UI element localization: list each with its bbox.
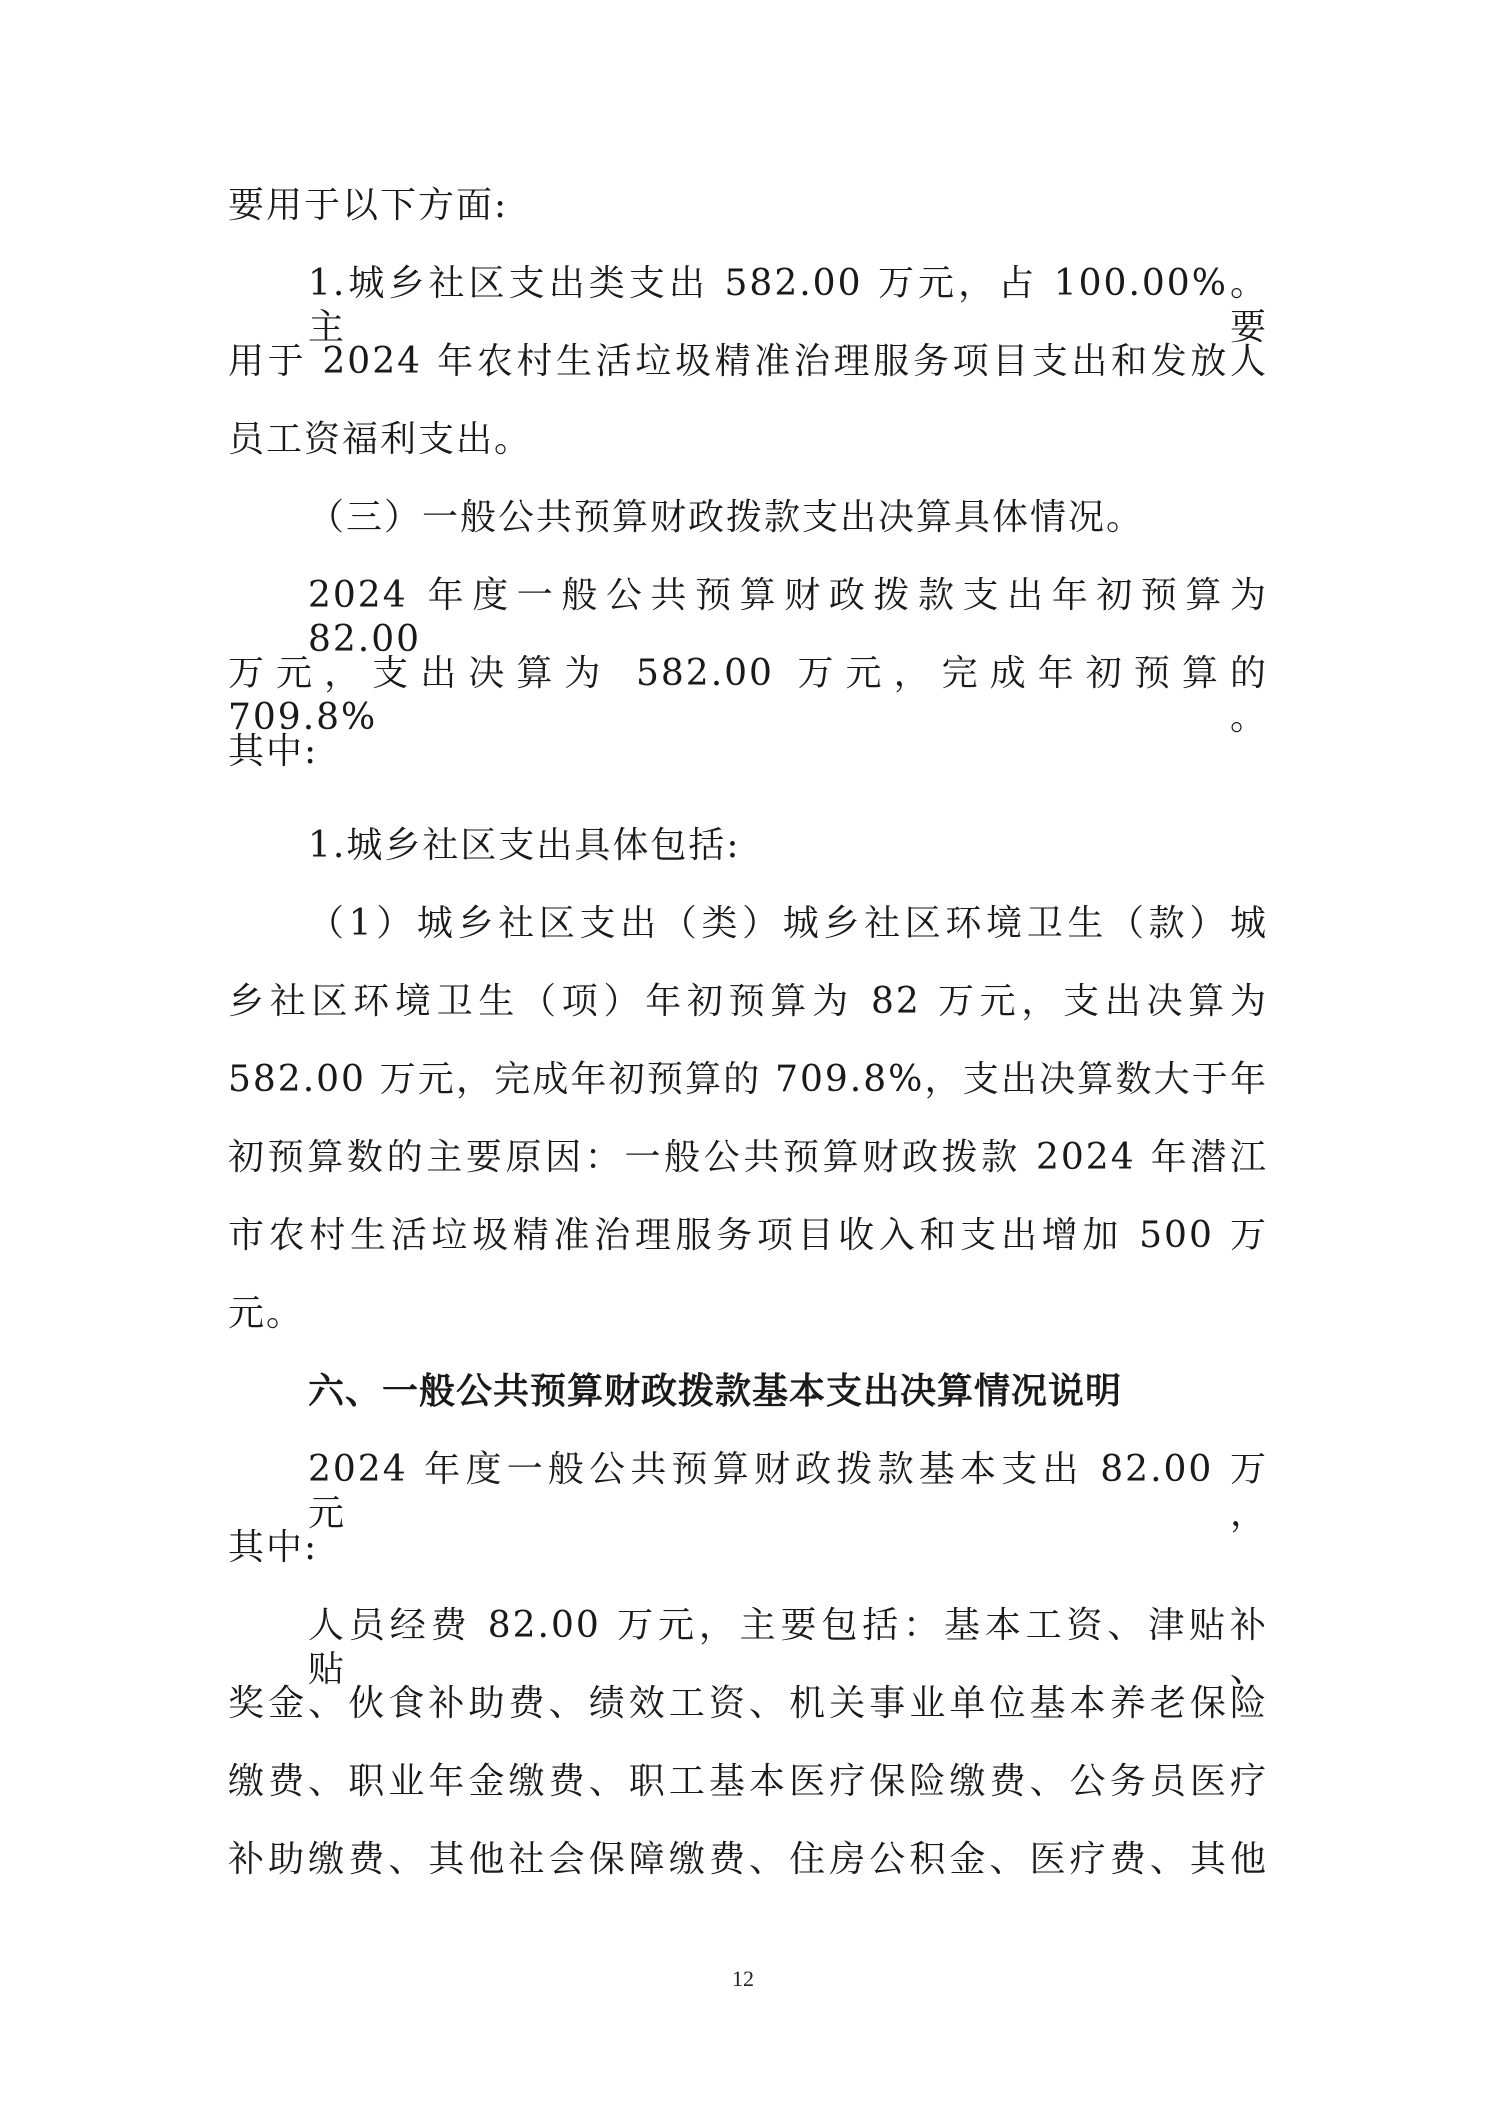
text-line: 其中: (228, 1527, 319, 1568)
text-line: 582.00 万元，完成年初预算的 709.8%，支出决算数大于年 (228, 1059, 1268, 1100)
text-line: 2024 年度一般公共预算财政拨款基本支出 82.00 万元， (308, 1449, 1268, 1534)
text-line: 要用于以下方面: (228, 185, 509, 226)
text-line: 市农村生活垃圾精准治理服务项目收入和支出增加 500 万 (228, 1215, 1268, 1256)
text-line: 员工资福利支出。 (228, 419, 533, 460)
text-line: 奖金、伙食补助费、绩效工资、机关事业单位基本养老保险 (228, 1683, 1268, 1724)
text-line: 2024 年度一般公共预算财政拨款支出年初预算为 82.00 (308, 575, 1268, 660)
text-line: 1.城乡社区支出类支出 582.00 万元，占 100.00%。主要 (308, 263, 1268, 348)
text-line: 元。 (228, 1293, 305, 1334)
text-line: 缴费、职业年金缴费、职工基本医疗保险缴费、公务员医疗 (228, 1761, 1268, 1802)
text-line: 1.城乡社区支出具体包括: (308, 825, 741, 866)
text-line: 万元，支出决算为 582.00 万元，完成年初预算的 709.8%。 (228, 653, 1268, 738)
text-line: （1）城乡社区支出（类）城乡社区环境卫生（款）城 (308, 903, 1268, 944)
section-subheading: （三）一般公共预算财政拨款支出决算具体情况。 (308, 497, 1145, 538)
text-line: 补助缴费、其他社会保障缴费、住房公积金、医疗费、其他 (228, 1839, 1268, 1880)
section-heading: 六、一般公共预算财政拨款基本支出决算情况说明 (308, 1371, 1123, 1412)
page-number: 12 (732, 1966, 754, 1991)
text-line: 人员经费 82.00 万元，主要包括：基本工资、津贴补贴、 (308, 1605, 1268, 1690)
text-line: 用于 2024 年农村生活垃圾精准治理服务项目支出和发放人 (228, 341, 1268, 382)
text-line: 初预算数的主要原因：一般公共预算财政拨款 2024 年潜江 (228, 1137, 1268, 1178)
text-line: 其中: (228, 731, 319, 772)
text-line: 乡社区环境卫生（项）年初预算为 82 万元，支出决算为 (228, 981, 1268, 1022)
